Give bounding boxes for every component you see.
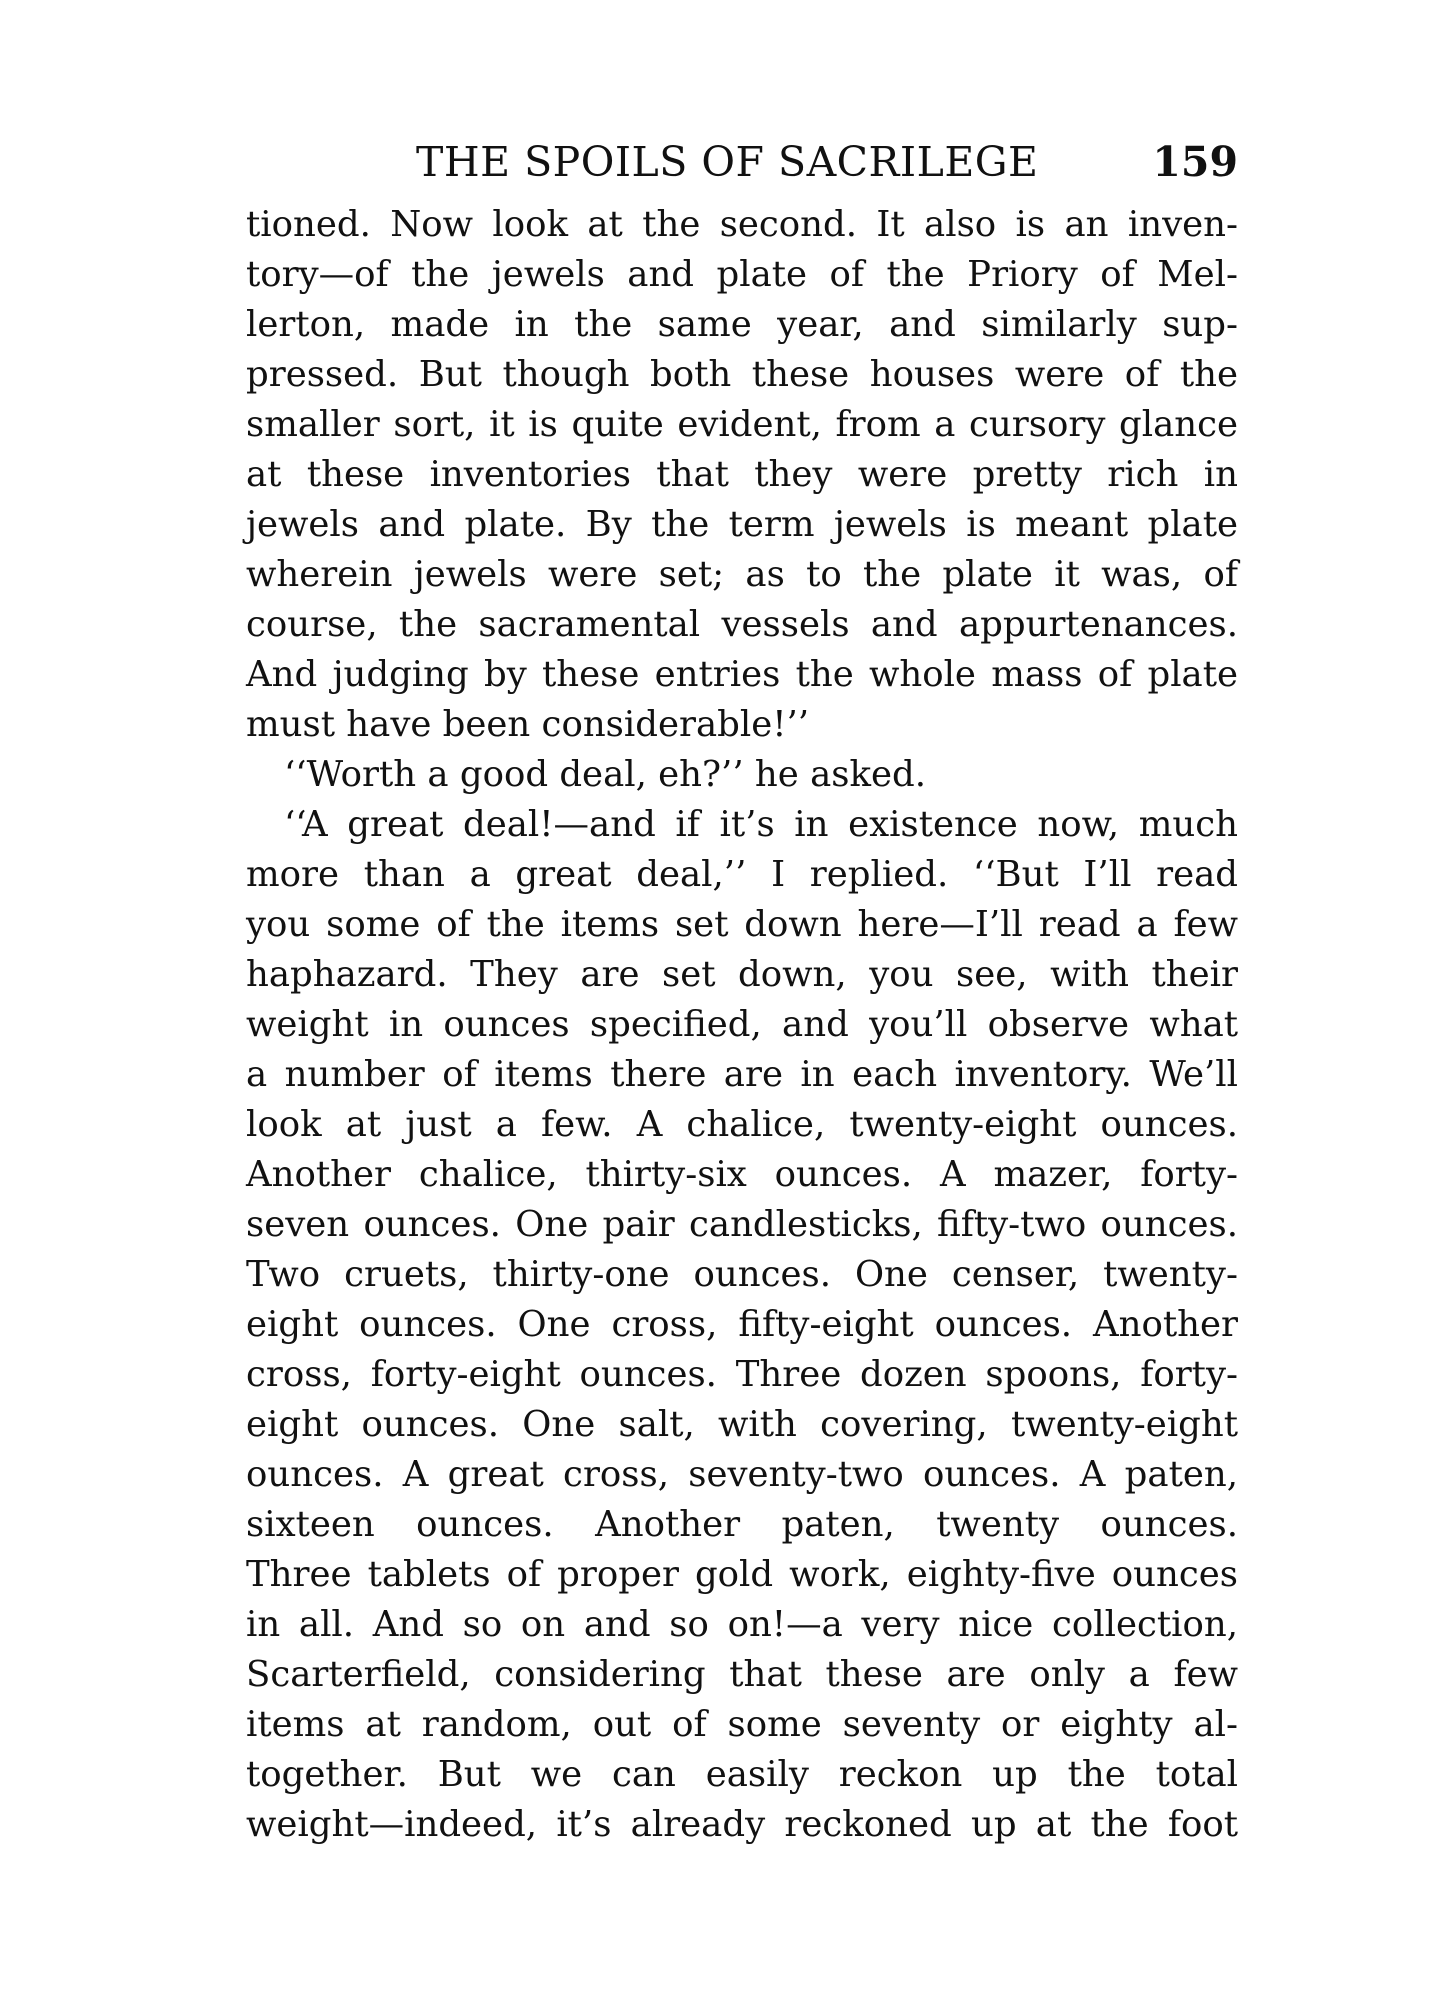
- text-line: sixteen ounces. Another paten, twenty ounces.: [246, 1504, 1238, 1545]
- running-head: [246, 132, 1238, 192]
- text-line: And judging by these entries the whole mass of plate: [246, 654, 1238, 695]
- text-line: tioned. Now look at the second. It also is an inven-: [246, 204, 1238, 245]
- text-line: Two cruets, thirty-one ounces. One censer, twenty-: [246, 1254, 1238, 1295]
- text-line: Another chalice, thirty-six ounces. A mazer, forty-: [246, 1154, 1238, 1195]
- text-line: haphazard. They are set down, you see, with their: [246, 954, 1238, 995]
- text-line: lerton, made in the same year, and similarly sup-: [246, 304, 1238, 345]
- text-line: look at just a few. A chalice, twenty-eight ounces.: [246, 1104, 1238, 1145]
- page-number: 159: [1152, 138, 1238, 186]
- text-line: in all. And so on and so on!—a very nice collection,: [246, 1604, 1238, 1645]
- text-line: Three tablets of proper gold work, eighty-five ounces: [246, 1554, 1238, 1595]
- text-line: wherein jewels were set; as to the plate it was, of: [246, 554, 1238, 595]
- text-line: pressed. But though both these houses were of the: [246, 354, 1238, 395]
- text-line: eight ounces. One cross, fifty-eight ounces. Another: [246, 1304, 1238, 1345]
- text-line: ‘‘Worth a good deal, eh?’’ he asked.: [284, 754, 926, 795]
- text-line: weight—indeed, it’s already reckoned up at the foot: [246, 1804, 1238, 1845]
- text-line: at these inventories that they were pretty rich in: [246, 454, 1238, 495]
- text-line: weight in ounces specified, and you’ll observe what: [246, 1004, 1238, 1045]
- text-line: cross, forty-eight ounces. Three dozen spoons, forty-: [246, 1354, 1238, 1395]
- text-line: eight ounces. One salt, with covering, twenty-eight: [246, 1404, 1238, 1445]
- text-line: more than a great deal,’’ I replied. ‘‘But I’ll read: [246, 854, 1238, 895]
- text-line: jewels and plate. By the term jewels is meant plate: [246, 504, 1238, 545]
- text-line: a number of items there are in each inventory. We’ll: [246, 1054, 1238, 1095]
- text-line: course, the sacramental vessels and appurtenances.: [246, 604, 1238, 645]
- text-line: together. But we can easily reckon up the total: [246, 1754, 1238, 1795]
- text-line: smaller sort, it is quite evident, from a cursory glance: [246, 404, 1238, 445]
- text-line: ounces. A great cross, seventy-two ounces. A paten,: [246, 1454, 1238, 1495]
- text-line: Scarterfield, considering that these are only a few: [246, 1654, 1238, 1695]
- running-title: THE SPOILS OF SACRILEGE: [416, 138, 1039, 186]
- text-line: must have been considerable!’’: [246, 704, 810, 745]
- text-line: you some of the items set down here—I’ll read a few: [246, 904, 1238, 945]
- text-line: seven ounces. One pair candlesticks, fifty-two ounces.: [246, 1204, 1238, 1245]
- text-line: tory—of the jewels and plate of the Priory of Mel-: [246, 254, 1238, 295]
- body-text: [246, 200, 1238, 1850]
- text-line: items at random, out of some seventy or eighty al-: [246, 1704, 1238, 1745]
- text-line: ‘‘A great deal!—and if it’s in existence now, much: [284, 804, 1238, 845]
